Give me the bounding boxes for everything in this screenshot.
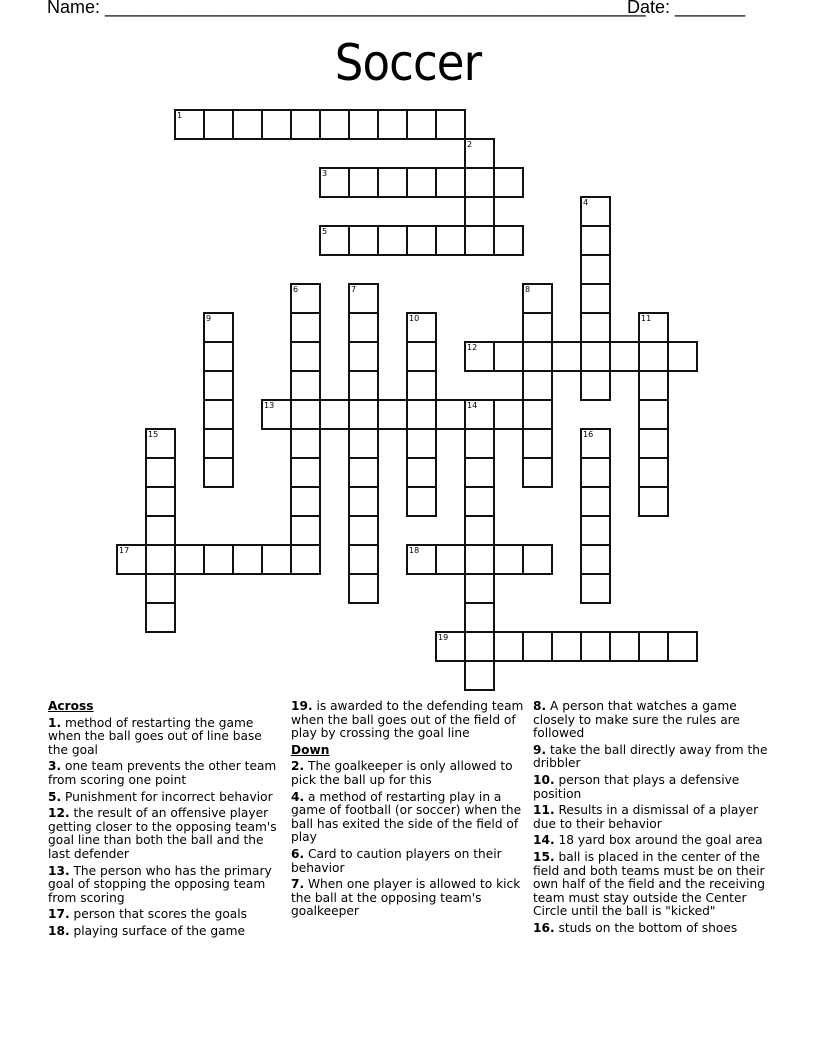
clue-text: A person that watches a game closely to make sure the rules are followed xyxy=(533,699,740,741)
grid-cell[interactable] xyxy=(638,312,669,343)
grid-cell[interactable] xyxy=(580,283,611,314)
clue-number: 8. xyxy=(533,699,547,713)
grid-cell[interactable] xyxy=(580,486,611,517)
grid-cell[interactable] xyxy=(522,631,553,662)
grid-cell[interactable] xyxy=(290,312,321,343)
clue-text: the result of an offensive player getting closer to the opposing team's goal line than both the ball and the last defender xyxy=(48,806,277,861)
date-field-label: Date: _______ xyxy=(627,0,746,17)
clue-number: 9. xyxy=(533,742,547,757)
clue-number: 10. xyxy=(533,772,555,787)
grid-cell[interactable] xyxy=(609,341,640,372)
grid-cell[interactable] xyxy=(551,341,582,372)
grid-cell[interactable] xyxy=(348,283,379,314)
grid-cell[interactable] xyxy=(638,341,669,372)
grid-cell[interactable] xyxy=(348,109,379,140)
grid-cell[interactable] xyxy=(290,399,321,430)
clue-number: 16. xyxy=(533,920,555,935)
down-clue xyxy=(291,791,526,845)
grid-cell[interactable] xyxy=(377,399,408,430)
grid-cell[interactable] xyxy=(464,196,495,227)
grid-cell[interactable] xyxy=(464,399,495,430)
grid-cell[interactable] xyxy=(348,515,379,546)
grid-cell[interactable] xyxy=(493,544,524,575)
down-clue xyxy=(291,848,526,875)
grid-cell[interactable] xyxy=(348,312,379,343)
grid-cell[interactable] xyxy=(638,428,669,459)
grid-cell[interactable] xyxy=(203,428,234,459)
grid-cell[interactable] xyxy=(493,399,524,430)
clue-number: 2. xyxy=(291,759,305,774)
grid-cell[interactable] xyxy=(522,428,553,459)
grid-cell[interactable] xyxy=(145,573,176,604)
grid-cell[interactable] xyxy=(580,573,611,604)
clue-number: 13 xyxy=(264,401,275,410)
clue-number: 9 xyxy=(206,314,212,323)
grid-cell[interactable] xyxy=(348,399,379,430)
grid-cell[interactable] xyxy=(580,254,611,285)
grid-cell[interactable] xyxy=(464,167,495,198)
down-clue xyxy=(533,744,773,771)
grid-cell[interactable] xyxy=(348,486,379,517)
grid-cell[interactable] xyxy=(580,312,611,343)
grid-cell[interactable] xyxy=(493,341,524,372)
clue-number: 7 xyxy=(351,285,357,294)
across-heading: Across xyxy=(48,699,94,713)
name-field-label: Name: ______________________________________________________ xyxy=(47,0,646,17)
clue-number: 17 xyxy=(119,546,130,555)
grid-cell[interactable] xyxy=(377,167,408,198)
grid-cell[interactable] xyxy=(406,399,437,430)
grid-cell[interactable] xyxy=(203,457,234,488)
grid-cell[interactable] xyxy=(377,109,408,140)
across-clue xyxy=(48,865,283,906)
grid-cell[interactable] xyxy=(522,312,553,343)
clue-number: 3 xyxy=(322,169,328,178)
grid-cell[interactable] xyxy=(348,370,379,401)
clue-text: 18 yard box around the goal area xyxy=(558,833,763,848)
grid-cell[interactable] xyxy=(580,341,611,372)
grid-cell[interactable] xyxy=(290,341,321,372)
clue-number: 12 xyxy=(467,343,478,352)
clue-number: 14 xyxy=(467,401,478,410)
down-clue xyxy=(533,774,773,801)
grid-cell[interactable] xyxy=(580,515,611,546)
grid-cell[interactable] xyxy=(203,370,234,401)
grid-cell[interactable] xyxy=(203,341,234,372)
grid-cell[interactable] xyxy=(522,399,553,430)
down-clue xyxy=(291,878,526,919)
down-clue xyxy=(533,851,773,919)
grid-cell[interactable] xyxy=(580,428,611,459)
grid-cell[interactable] xyxy=(174,109,205,140)
grid-cell[interactable] xyxy=(551,631,582,662)
clue-number: 5. xyxy=(48,789,62,804)
grid-cell[interactable] xyxy=(348,457,379,488)
grid-cell[interactable] xyxy=(406,109,437,140)
clue-number: 8 xyxy=(525,285,531,294)
clue-number: 10 xyxy=(409,314,420,323)
grid-cell[interactable] xyxy=(580,370,611,401)
grid-cell[interactable] xyxy=(435,109,466,140)
grid-cell[interactable] xyxy=(319,109,350,140)
grid-cell[interactable] xyxy=(493,631,524,662)
grid-cell[interactable] xyxy=(261,399,292,430)
grid-cell[interactable] xyxy=(319,399,350,430)
grid-cell[interactable] xyxy=(522,370,553,401)
page-title: Soccer xyxy=(334,34,482,92)
grid-cell[interactable] xyxy=(145,486,176,517)
down-clue xyxy=(533,700,773,741)
grid-cell[interactable] xyxy=(464,544,495,575)
grid-cell[interactable] xyxy=(493,225,524,256)
grid-cell[interactable] xyxy=(203,399,234,430)
across-clue xyxy=(48,791,283,805)
clue-number: 15. xyxy=(533,849,555,864)
grid-cell[interactable] xyxy=(203,544,234,575)
grid-cell[interactable] xyxy=(290,486,321,517)
grid-cell[interactable] xyxy=(406,167,437,198)
grid-cell[interactable] xyxy=(406,544,437,575)
grid-cell[interactable] xyxy=(667,341,698,372)
clue-text: take the ball directly away from the dribbler xyxy=(533,742,768,771)
across-clue xyxy=(48,925,283,939)
grid-cell[interactable] xyxy=(145,544,176,575)
grid-cell[interactable] xyxy=(435,544,466,575)
clue-number: 17. xyxy=(48,907,70,922)
down-clue-list-continued xyxy=(533,700,773,936)
grid-cell[interactable] xyxy=(319,167,350,198)
across-clue xyxy=(48,807,283,861)
grid-cell[interactable] xyxy=(406,341,437,372)
clue-number: 12. xyxy=(48,806,70,821)
clue-text: playing surface of the game xyxy=(73,923,245,938)
clue-number: 13. xyxy=(48,863,70,878)
clue-text: method of restarting the game when the ball goes out of line base the goal xyxy=(48,715,262,757)
grid-cell[interactable] xyxy=(522,283,553,314)
clue-number: 1 xyxy=(177,111,183,120)
grid-cell[interactable] xyxy=(406,312,437,343)
grid-cell[interactable] xyxy=(464,573,495,604)
grid-cell[interactable] xyxy=(290,457,321,488)
clue-text: studs on the bottom of shoes xyxy=(558,920,738,935)
grid-cell[interactable] xyxy=(348,341,379,372)
grid-cell[interactable] xyxy=(435,225,466,256)
grid-cell[interactable] xyxy=(348,167,379,198)
grid-cell[interactable] xyxy=(638,399,669,430)
grid-cell[interactable] xyxy=(290,515,321,546)
grid-cell[interactable] xyxy=(348,573,379,604)
clue-number: 5 xyxy=(322,227,328,236)
grid-cell[interactable] xyxy=(232,544,263,575)
grid-cell[interactable] xyxy=(464,602,495,633)
grid-cell[interactable] xyxy=(145,428,176,459)
grid-cell[interactable] xyxy=(290,370,321,401)
down-clue xyxy=(291,760,526,787)
across-clue xyxy=(291,700,526,741)
grid-cell[interactable] xyxy=(348,428,379,459)
clue-number: 6 xyxy=(293,285,299,294)
clue-number: 19 xyxy=(438,633,449,642)
grid-cell[interactable] xyxy=(580,457,611,488)
clue-number: 15 xyxy=(148,430,159,439)
grid-cell[interactable] xyxy=(290,109,321,140)
clue-number: 14. xyxy=(533,833,555,848)
grid-cell[interactable] xyxy=(377,225,408,256)
clue-number: 2 xyxy=(467,140,473,149)
clue-text: person that scores the goals xyxy=(73,907,247,922)
across-clue-list-continued xyxy=(291,700,526,741)
grid-cell[interactable] xyxy=(522,341,553,372)
grid-cell[interactable] xyxy=(290,283,321,314)
grid-cell[interactable] xyxy=(435,631,466,662)
grid-cell[interactable] xyxy=(667,631,698,662)
clue-text: Results in a dismissal of a player due to their behavior xyxy=(533,803,759,831)
across-clue xyxy=(48,908,283,922)
grid-cell[interactable] xyxy=(638,457,669,488)
grid-cell[interactable] xyxy=(464,457,495,488)
clue-number: 11 xyxy=(641,314,652,323)
clue-text: The person who has the primary goal of stopping the opposing team from scoring xyxy=(48,863,272,905)
grid-cell[interactable] xyxy=(464,138,495,169)
clue-number: 1. xyxy=(48,715,62,730)
grid-cell[interactable] xyxy=(406,428,437,459)
clue-number: 11. xyxy=(533,803,555,818)
grid-cell[interactable] xyxy=(464,660,495,691)
grid-cell[interactable] xyxy=(435,399,466,430)
clue-number: 16 xyxy=(583,430,594,439)
grid-cell[interactable] xyxy=(609,631,640,662)
grid-cell[interactable] xyxy=(580,196,611,227)
grid-cell[interactable] xyxy=(232,109,263,140)
clue-text: Punishment for incorrect behavior xyxy=(65,789,273,804)
grid-cell[interactable] xyxy=(116,544,147,575)
clues-column-3 xyxy=(533,700,773,939)
across-clue xyxy=(48,760,283,787)
down-clue xyxy=(533,834,773,848)
clue-text: is awarded to the defending team when the ball goes out of the field of play by crossing the goal line xyxy=(291,699,524,741)
grid-cell[interactable] xyxy=(261,544,292,575)
down-heading: Down xyxy=(291,742,330,757)
grid-cell[interactable] xyxy=(290,428,321,459)
grid-cell[interactable] xyxy=(145,457,176,488)
clue-text: a method of restarting play in a game of football (or soccer) when the ball has exited the side of the field of play xyxy=(291,789,522,845)
grid-cell[interactable] xyxy=(319,225,350,256)
clue-number: 18 xyxy=(409,546,420,555)
clue-number: 3. xyxy=(48,759,62,774)
grid-cell[interactable] xyxy=(348,225,379,256)
grid-cell[interactable] xyxy=(464,428,495,459)
clue-text: person that plays a defensive position xyxy=(533,772,740,801)
grid-cell[interactable] xyxy=(464,515,495,546)
grid-cell[interactable] xyxy=(580,631,611,662)
clue-text: When one player is allowed to kick the ball at the opposing team's goalkeeper xyxy=(291,877,521,919)
grid-cell[interactable] xyxy=(174,544,205,575)
clue-number: 19. xyxy=(291,699,313,713)
grid-cell[interactable] xyxy=(580,225,611,256)
grid-cell[interactable] xyxy=(406,486,437,517)
clue-number: 4 xyxy=(583,198,589,207)
across-clue xyxy=(48,717,283,758)
clue-text: one team prevents the other team from scoring one point xyxy=(48,759,277,787)
down-clue xyxy=(533,804,773,831)
grid-cell[interactable] xyxy=(464,225,495,256)
clue-text: ball is placed in the center of the field and both teams must be on their own half of the field and the receiving team must stay outside the Center Circle until the ball is "kicked" xyxy=(533,849,765,919)
across-clue-list xyxy=(48,717,283,939)
grid-cell[interactable] xyxy=(522,544,553,575)
grid-cell[interactable] xyxy=(203,109,234,140)
grid-cell[interactable] xyxy=(638,486,669,517)
grid-cell[interactable] xyxy=(464,631,495,662)
grid-cell[interactable] xyxy=(464,486,495,517)
clues-column-2 xyxy=(291,700,526,922)
grid-cell[interactable] xyxy=(203,312,234,343)
clue-number: 4. xyxy=(291,789,305,804)
clue-text: Card to caution players on their behavior xyxy=(291,846,502,875)
grid-cell[interactable] xyxy=(493,167,524,198)
clues-column-1 xyxy=(48,700,283,942)
grid-cell[interactable] xyxy=(145,602,176,633)
grid-cell[interactable] xyxy=(464,341,495,372)
clue-number: 18. xyxy=(48,923,70,938)
grid-cell[interactable] xyxy=(145,515,176,546)
grid-cell[interactable] xyxy=(580,544,611,575)
grid-cell[interactable] xyxy=(435,167,466,198)
grid-cell[interactable] xyxy=(406,457,437,488)
grid-cell[interactable] xyxy=(522,457,553,488)
grid-cell[interactable] xyxy=(406,370,437,401)
clue-number: 7. xyxy=(291,877,305,892)
grid-cell[interactable] xyxy=(406,225,437,256)
clue-number: 6. xyxy=(291,846,305,861)
down-clue xyxy=(533,922,773,936)
grid-cell[interactable] xyxy=(290,544,321,575)
grid-cell[interactable] xyxy=(261,109,292,140)
down-clue-list xyxy=(291,760,526,919)
clue-text: The goalkeeper is only allowed to pick the ball up for this xyxy=(291,759,513,787)
grid-cell[interactable] xyxy=(638,370,669,401)
grid-cell[interactable] xyxy=(638,631,669,662)
grid-cell[interactable] xyxy=(348,544,379,575)
